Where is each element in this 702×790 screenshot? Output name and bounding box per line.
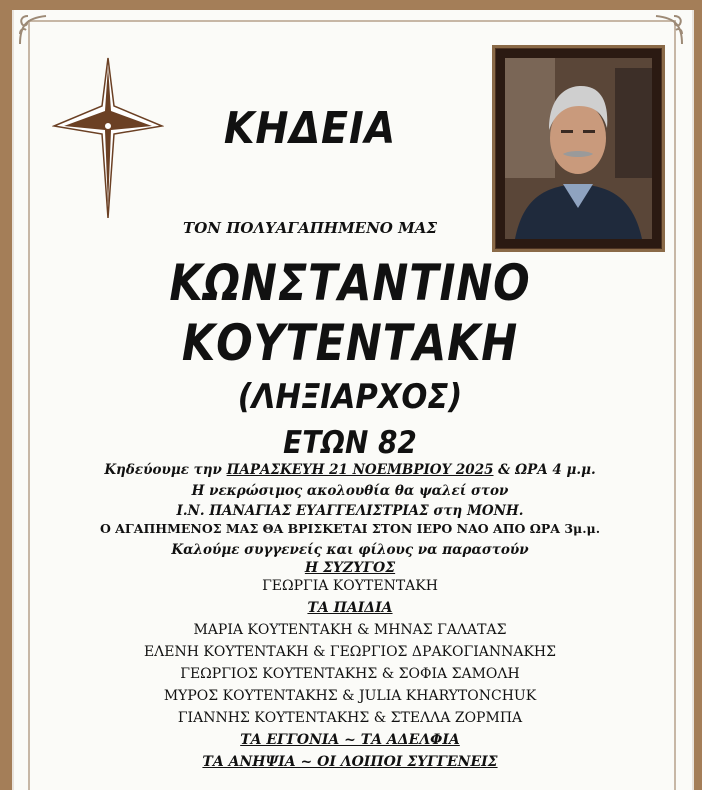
- service-line: Η νεκρώσιμος ακολουθία θα ψαλεί στον: [191, 483, 509, 499]
- children-heading: ΤΑ ΠΑΙΔΙΑ: [307, 600, 393, 616]
- spouse-name: ΓΕΩΡΓΙΑ ΚΟΥΤΕΝΤΑΚΗ: [262, 578, 438, 594]
- funeral-date: ΠΑΡΑΣΚΕΥΗ 21 ΝΟΕΜΒΡΙΟΥ 2025: [226, 462, 494, 478]
- intro-line: ΤΟΝ ΠΟΛΥΑΓΑΠΗΜΕΝΟ ΜΑΣ: [183, 219, 437, 237]
- portrait-photo: [505, 58, 652, 239]
- notice-title: ΚΗΔΕΙΑ: [223, 103, 397, 154]
- spouse-heading: Η ΣΥΖΥΓΟΣ: [304, 560, 396, 576]
- child-name: ΓΙΑΝΝΗΣ ΚΟΥΤΕΝΤΑΚΗΣ & ΣΤΕΛΛΑ ΖΟΡΜΠΑ: [177, 710, 523, 726]
- church-line: Ι.Ν. ΠΑΝΑΓΙΑΣ ΕΥΑΓΓΕΛΙΣΤΡΙΑΣ στη ΜΟΝΗ.: [176, 503, 524, 519]
- deceased-profession: (ΛΗΞΙΑΡΧΟΣ): [237, 377, 463, 417]
- child-name: ΕΛΕΝΗ ΚΟΥΤΕΝΤΑΚΗ & ΓΕΩΡΓΙΟΣ ΔΡΑΚΟΓΙΑΝΝΑΚΗΣ: [143, 644, 557, 660]
- child-name: ΜΑΡΙΑ ΚΟΥΤΕΝΤΑΚΗ & ΜΗΝΑΣ ΓΑΛΑΤΑΣ: [193, 622, 507, 638]
- grandchildren-heading: ΤΑ ΕΓΓΟΝΙΑ ~ ΤΑ ΑΔΕΛΦΙΑ: [240, 732, 460, 748]
- deceased-first-name: ΚΩΝΣΤΑΝΤΙΝΟ: [169, 254, 531, 312]
- scroll-ornament-icon: [650, 12, 686, 48]
- relatives-heading: ΤΑ ΑΝΗΨΙΑ ~ ΟΙ ΛΟΙΠΟΙ ΣΥΓΓΕΝΕΙΣ: [202, 754, 498, 770]
- scroll-ornament-icon: [16, 12, 52, 48]
- funeral-time: & ΩΡΑ 4 μ.μ.: [493, 462, 596, 478]
- funeral-prefix: Κηδεύουμε την: [104, 462, 227, 478]
- portrait-frame: [492, 45, 665, 252]
- funeral-date-line: [40, 462, 660, 478]
- child-name: ΓΕΩΡΓΙΟΣ ΚΟΥΤΕΝΤΑΚΗΣ & ΣΟΦΙΑ ΣΑΜΟΛΗ: [180, 666, 520, 682]
- deceased-surname: ΚΟΥΤΕΝΤΑΚΗ: [181, 314, 519, 372]
- orthodox-cross-icon: [52, 56, 164, 220]
- lying-in-state-line: Ο ΑΓΑΠΗΜΕΝΟΣ ΜΑΣ ΘΑ ΒΡΙΣΚΕΤΑΙ ΣΤΟΝ ΙΕΡΟ ΝΑΟ ΑΠΟ ΩΡΑ 3μ.μ.: [99, 521, 601, 536]
- invitation-line: Καλούμε συγγενείς και φίλους να παραστούν: [171, 542, 529, 558]
- child-name: ΜΥΡΟΣ ΚΟΥΤΕΝΤΑΚΗΣ & JULIA KHARYTONCHUK: [163, 688, 537, 704]
- deceased-age: ΕΤΩΝ 82: [283, 425, 417, 461]
